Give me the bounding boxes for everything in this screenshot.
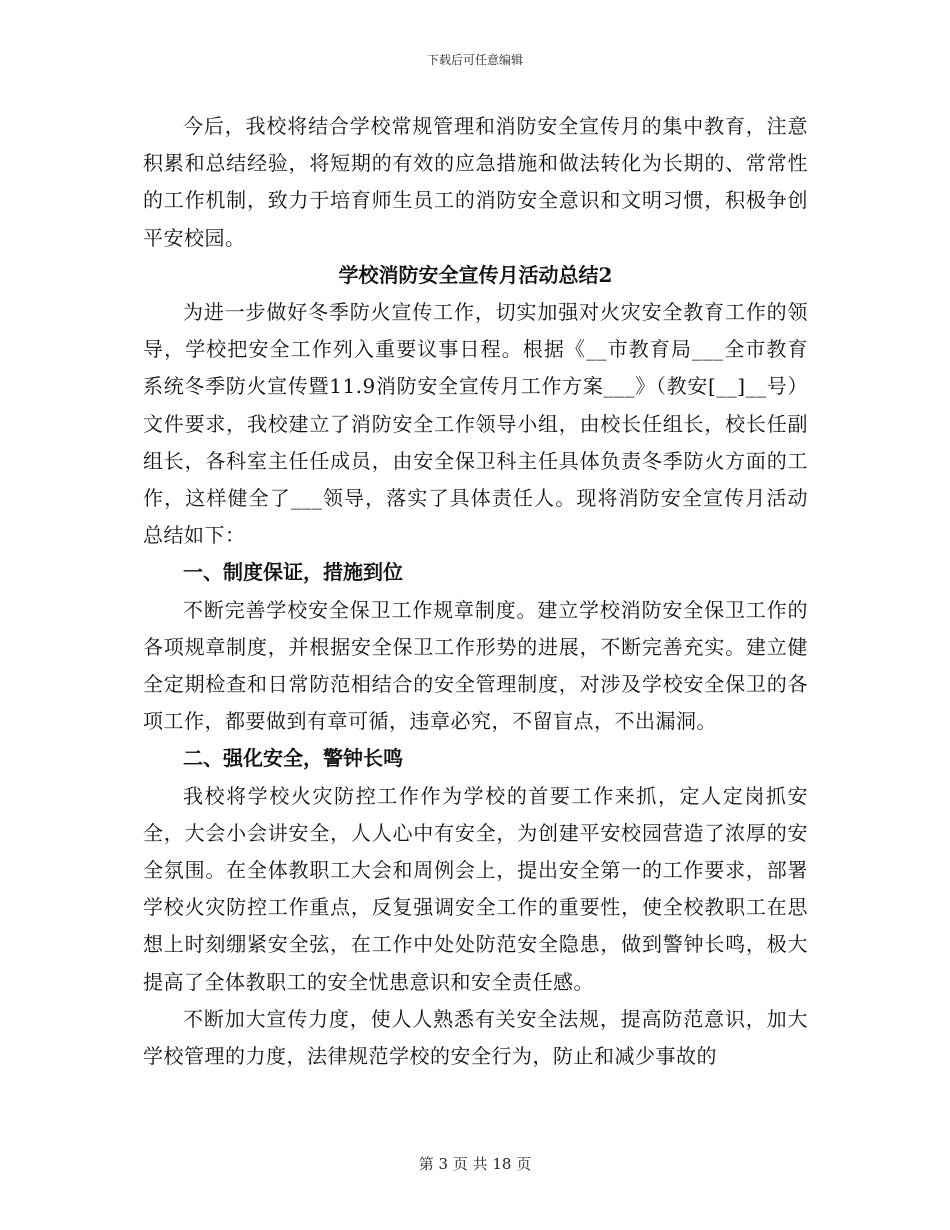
paragraph-system: 不断完善学校安全保卫工作规章制度。建立学校消防安全保卫工作的各项规章制度，并根据安全保卫工作形势的进展，不断完善充实。建立健全定期检查和日常防范相结合的安全管理制度，对涉及学校安全保卫的各项工作，都要做到有章可循，违章必究，不留盲点，不出漏洞。: [143, 597, 808, 734]
paragraph-publicity: 不断加大宣传力度，使人人熟悉有关安全法规，提高防范意识，加大学校管理的力度，法律规范学校的安全行为，防止和减少事故的: [143, 1006, 808, 1069]
page-header: 下载后可任意编辑: [426, 53, 523, 67]
heading-1: 一、制度保证，措施到位: [183, 560, 403, 585]
document-body: [143, 108, 808, 1075]
paragraph-intro: 为进一步做好冬季防火宣传工作，切实加强对火灾安全教育工作的领导，学校把安全工作列入重要议事日程。根据《__市教育局___全市教育系统冬季防火宣传暨11.9消防安全宣传月工作方案___》（教安[__]__号）文件要求，我校建立了消防安全工作领导小组，由校长任组长，校长任副组长，各科室主任任成员，由安全保卫科主任具体负责冬季防火方面的工作，这样健全了___领导，落实了具体责任人。现将消防安全宣传月活动总结如下：: [143, 300, 808, 548]
paragraph-closing: 今后，我校将结合学校常规管理和消防安全宣传月的集中教育，注意积累和总结经验，将短期的有效的应急措施和做法转化为长期的、常常性的工作机制，致力于培育师生员工的消防安全意识和文明习惯，积极争创平安校园。: [143, 114, 808, 250]
section-title: 学校消防安全宣传月活动总结2: [338, 262, 613, 287]
paragraph-safety: 我校将学校火灾防控工作作为学校的首要工作来抓，定人定岗抓安全，大会小会讲安全，人人心中有安全，为创建平安校园营造了浓厚的安全氛围。在全体教职工大会和周例会上，提出安全第一的工作要求，部署学校火灾防控工作重点，反复强调安全工作的重要性，使全校教职工在思想上时刻绷紧安全弦，在工作中处处防范安全隐患，做到警钟长鸣，极大提高了全体教职工的安全忧患意识和安全责任感。: [143, 783, 808, 994]
heading-2: 二、强化安全，警钟长鸣: [183, 746, 403, 771]
page-number: 第 3 页 共 18 页: [418, 1155, 532, 1173]
